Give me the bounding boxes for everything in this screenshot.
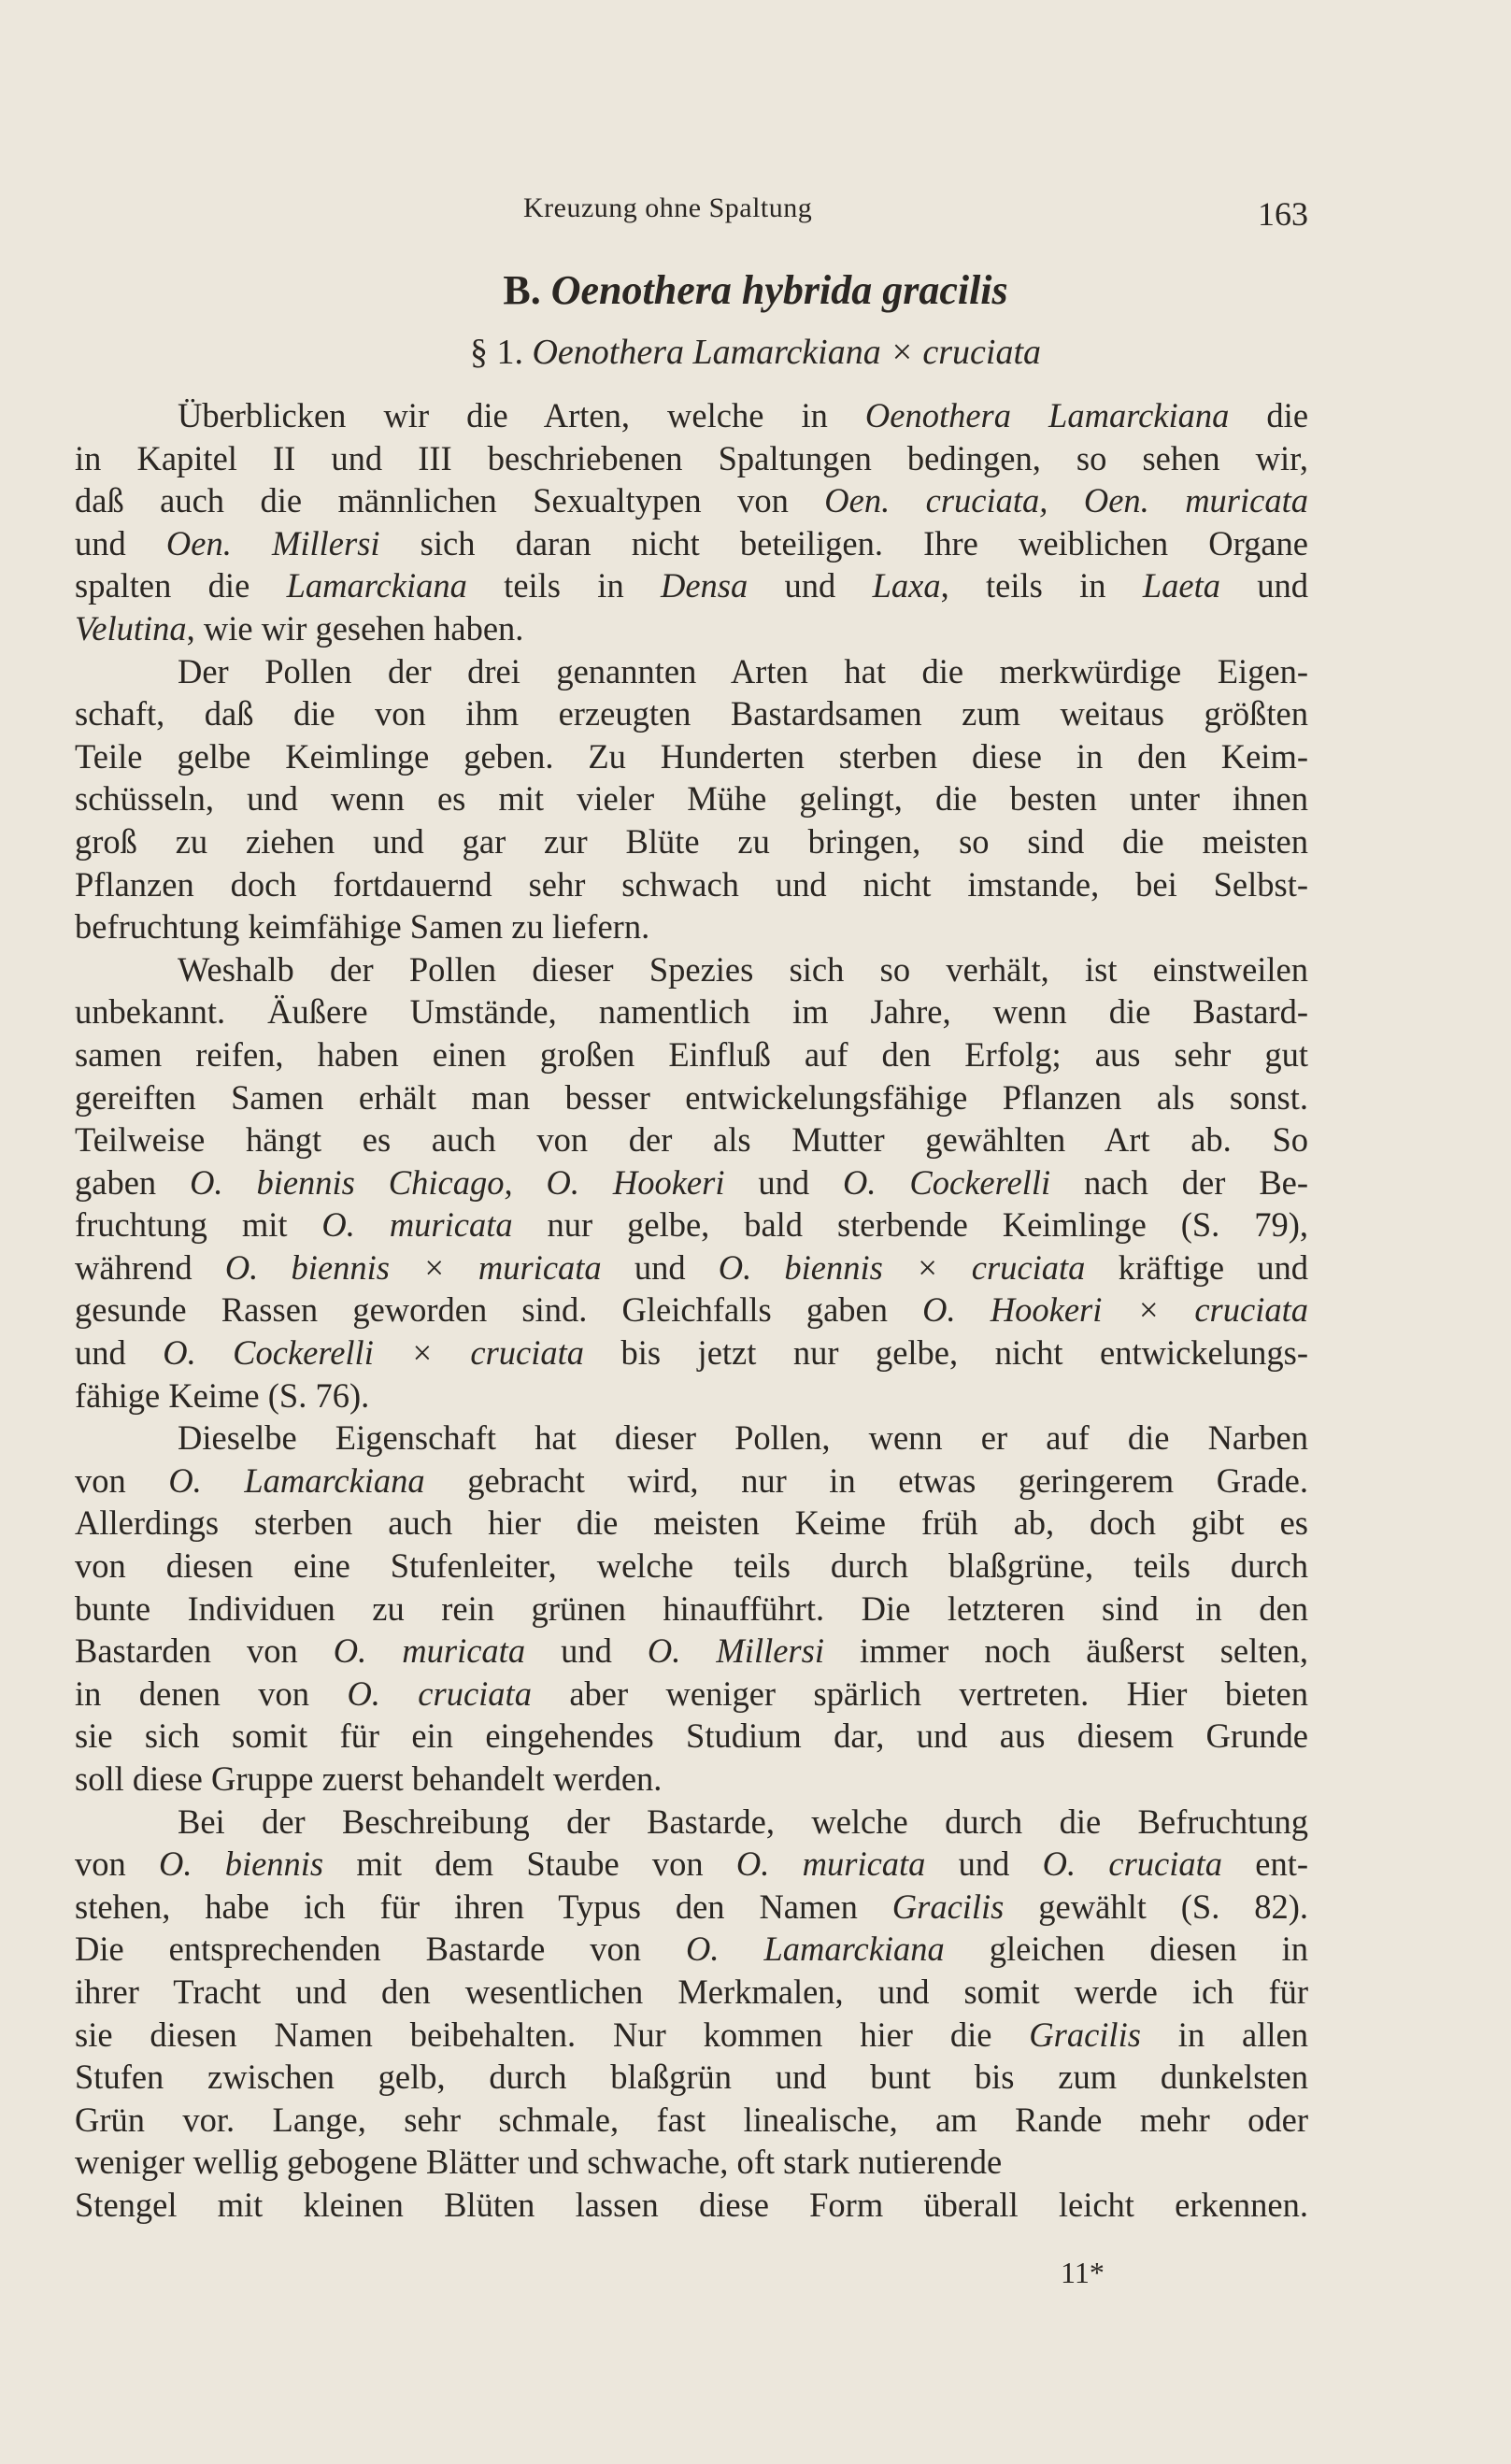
italic-text: O. muricata — [333, 1631, 526, 1671]
text-run: schüsseln, und wenn es mit vieler Mühe gelingt, die besten unter ihnen — [75, 779, 1308, 819]
text-run: weniger wellig gebogene Blätter und schwache, oft stark nutierende — [75, 2143, 1003, 2182]
text-line — [75, 1417, 1308, 1460]
text-line — [75, 1673, 1308, 1716]
italic-text: O. biennis × cruciata — [718, 1247, 1086, 1287]
text-run: fähige Keime (S. 76). — [75, 1375, 370, 1415]
subsection-title — [0, 332, 1511, 373]
text-line — [75, 1460, 1308, 1503]
text-run: stehen, habe ich für ihren Typus den Namen — [75, 1887, 892, 1926]
text-run: von — [75, 1844, 159, 1884]
text-run: schaft, daß die von ihm erzeugten Bastardsamen zum weitaus größten — [75, 694, 1308, 734]
text-run: und — [525, 1631, 648, 1671]
text-run: von diesen eine Stufenleiter, welche teils durch blaßgrüne, teils durch — [75, 1546, 1308, 1586]
text-line — [75, 1545, 1308, 1588]
text-line — [75, 1630, 1308, 1673]
text-run: und — [601, 1247, 719, 1287]
italic-text: Oen. cruciata, Oen. muricata — [824, 481, 1308, 520]
text-run: sich daran nicht beteiligen. Ihre weiblichen Organe — [379, 523, 1309, 563]
text-run: bis jetzt nur gelbe, nicht entwickelungs- — [584, 1333, 1309, 1373]
text-run: von — [75, 1460, 169, 1500]
text-line — [75, 692, 1308, 735]
text-line — [75, 1246, 1308, 1289]
text-run: samen reifen, haben einen großen Einfluß auf den Erfolg; aus sehr gut — [75, 1034, 1308, 1074]
text-line — [75, 1971, 1308, 2014]
text-run: ihrer Tracht und den wesentlichen Merkmalen, und somit werde ich für — [75, 1972, 1308, 2011]
text-line — [75, 1843, 1308, 1886]
text-line — [75, 1758, 1308, 1801]
page-number: 163 — [1258, 195, 1308, 233]
italic-text: O. Hookeri × cruciata — [922, 1290, 1308, 1330]
text-run: Weshalb der Pollen dieser Spezies sich so verhält, ist einstweilen — [178, 949, 1308, 989]
section-title-text: Oenothera hybrida gracilis — [550, 267, 1008, 313]
text-line — [75, 2141, 1308, 2184]
text-line — [75, 1715, 1308, 1758]
body-text — [75, 394, 1308, 2227]
italic-text: O. cruciata — [1042, 1844, 1223, 1884]
text-line — [75, 948, 1308, 991]
text-line — [75, 863, 1308, 906]
text-line — [75, 1928, 1308, 1971]
text-run: ent- — [1222, 1844, 1308, 1884]
italic-text: O. biennis Chicago, O. Hookeri — [190, 1162, 725, 1202]
section-title — [0, 266, 1511, 314]
page-header — [75, 187, 1308, 243]
text-run: teils in — [466, 566, 661, 605]
text-run: Der Pollen der drei genannten Arten hat die merkwürdige Eigen- — [178, 651, 1308, 691]
italic-text: O. Cockerelli — [843, 1162, 1051, 1202]
subsection-number: § 1. — [469, 333, 523, 372]
text-run: Bastarden von — [75, 1631, 334, 1671]
text-run: Allerdings sterben auch hier die meisten Keime früh ab, doch gibt es — [75, 1503, 1308, 1543]
text-run: sie sich somit für ein eingehendes Studium dar, und aus diesem Grunde — [75, 1716, 1308, 1756]
text-run: in allen — [1140, 2015, 1308, 2054]
text-run: spalten die — [75, 566, 287, 605]
text-line — [75, 1161, 1308, 1204]
text-line — [75, 820, 1308, 863]
text-run: Überblicken wir die Arten, welche in — [178, 396, 865, 434]
running-head: Kreuzung ohne Spaltung — [523, 192, 813, 223]
italic-text: O. cruciata — [347, 1674, 532, 1713]
text-line — [75, 607, 1308, 650]
text-line — [75, 1033, 1308, 1076]
italic-text: O. biennis × muricata — [224, 1247, 602, 1287]
text-run: nur gelbe, bald sterbende Keimlinge (S. 79), — [512, 1205, 1309, 1245]
text-run: gewählt (S. 82). — [1004, 1887, 1309, 1926]
text-run: und — [75, 1333, 164, 1373]
text-run: mit dem Staube von — [323, 1844, 736, 1884]
text-line — [75, 1076, 1308, 1119]
text-line — [75, 2014, 1308, 2057]
text-run: die — [1229, 396, 1309, 434]
text-run: Teilweise hängt es auch von der als Mutter gewählten Art ab. So — [75, 1120, 1308, 1160]
text-line — [75, 2184, 1308, 2227]
text-run: Stufen zwischen gelb, durch blaßgrün und bunt bis zum dunkelsten — [75, 2058, 1308, 2097]
text-run: während — [75, 1247, 225, 1287]
italic-text: O. Lamarckiana — [168, 1460, 425, 1500]
text-run: bunte Individuen zu rein grünen hinaufführt. Die letzteren sind in den — [75, 1588, 1308, 1628]
text-line — [75, 990, 1308, 1033]
text-run: nach der Be- — [1050, 1162, 1309, 1202]
text-run: Dieselbe Eigenschaft hat dieser Pollen, wenn er auf die Narben — [178, 1418, 1308, 1458]
text-line — [75, 1332, 1308, 1374]
text-run: gereiften Samen erhält man besser entwickelungsfähige Pflanzen als sonst. — [75, 1077, 1308, 1117]
italic-text: Gracilis — [1029, 2015, 1141, 2054]
text-run: Pflanzen doch fortdauernd sehr schwach und nicht imstande, bei Selbst- — [75, 864, 1308, 904]
italic-text: Densa — [661, 566, 748, 605]
text-line — [75, 1118, 1308, 1161]
text-run: und — [748, 566, 873, 605]
text-run: gaben — [75, 1162, 191, 1202]
text-line — [75, 564, 1308, 607]
text-line — [75, 479, 1308, 522]
text-run: fruchtung mit — [75, 1205, 322, 1245]
italic-text: O. Lamarckiana — [686, 1930, 945, 1969]
italic-text: Laxa — [872, 566, 941, 605]
text-line — [75, 650, 1308, 693]
text-run: Teile gelbe Keimlinge geben. Zu Hunderten sterben diese in den Keim- — [75, 736, 1308, 776]
text-run: groß zu ziehen und gar zur Blüte zu bringen, so sind die meisten — [75, 821, 1308, 861]
text-run: gebracht wird, nur in etwas geringerem Grade. — [424, 1460, 1308, 1500]
text-line — [75, 437, 1308, 480]
text-line — [75, 1502, 1308, 1545]
signature-mark: 11* — [1061, 2256, 1105, 2289]
italic-text: Gracilis — [891, 1887, 1005, 1926]
text-run: unbekannt. Äußere Umstände, namentlich im Jahre, wenn die Bastard- — [75, 992, 1308, 1032]
text-line — [75, 1588, 1308, 1631]
italic-text: O. muricata — [735, 1844, 926, 1884]
text-run: aber weniger spärlich vertreten. Hier bieten — [531, 1674, 1308, 1713]
text-run: kräftige und — [1085, 1247, 1308, 1287]
text-run: in Kapitel II und III beschriebenen Spaltungen bedingen, so sehen wir, — [75, 438, 1308, 477]
text-run: gleichen diesen in — [944, 1930, 1308, 1969]
text-run: immer noch äußerst selten, — [823, 1631, 1308, 1671]
italic-text: Oenothera Lamarckiana — [864, 396, 1230, 434]
text-line — [75, 2056, 1308, 2099]
text-line — [75, 1801, 1308, 1844]
text-run: und — [75, 523, 166, 563]
text-line — [75, 394, 1308, 437]
text-line — [75, 777, 1308, 820]
italic-text: Oen. Millersi — [165, 523, 380, 563]
italic-text: Lamarckiana — [286, 566, 467, 605]
text-run: befruchtung keimfähige Samen zu liefern. — [75, 907, 650, 947]
text-run: gesunde Rassen geworden sind. Gleichfalls gaben — [75, 1290, 923, 1330]
italic-text: O. Cockerelli × cruciata — [163, 1333, 585, 1373]
text-run: , wie wir gesehen haben. — [186, 608, 524, 648]
text-line — [75, 1289, 1308, 1332]
text-run: soll diese Gruppe zuerst behandelt werden. — [75, 1759, 663, 1798]
text-run: Die entsprechenden Bastarde von — [75, 1930, 687, 1969]
text-line — [75, 1374, 1308, 1417]
text-run: in denen von — [75, 1674, 348, 1713]
text-run: Bei der Beschreibung der Bastarde, welche durch die Befruchtung — [178, 1802, 1308, 1841]
section-letter: B. — [503, 267, 541, 313]
text-run: und — [724, 1162, 844, 1202]
text-line — [75, 522, 1308, 565]
italic-text: Velutina — [75, 608, 187, 648]
text-run: und — [1220, 566, 1309, 605]
text-run: und — [925, 1844, 1043, 1884]
subsection-title-text: Oenothera Lamarckiana × cruciata — [532, 333, 1042, 372]
italic-text: O. biennis — [158, 1844, 324, 1884]
italic-text: Laeta — [1142, 566, 1220, 605]
text-line — [75, 735, 1308, 778]
text-run: Stengel mit kleinen Blüten lassen diese Form überall leicht erkennen. — [75, 2185, 1308, 2224]
text-run: , teils in — [940, 566, 1143, 605]
text-run: sie diesen Namen beibehalten. Nur kommen hier die — [75, 2015, 1030, 2054]
text-line — [75, 1886, 1308, 1929]
text-line — [75, 2099, 1308, 2142]
text-run: daß auch die männlichen Sexualtypen von — [75, 481, 825, 520]
italic-text: O. Millersi — [647, 1631, 824, 1671]
text-run: Grün vor. Lange, sehr schmale, fast linealische, am Rande mehr oder — [75, 2100, 1308, 2139]
text-line — [75, 905, 1308, 948]
text-line — [75, 1204, 1308, 1246]
italic-text: O. muricata — [321, 1205, 513, 1245]
